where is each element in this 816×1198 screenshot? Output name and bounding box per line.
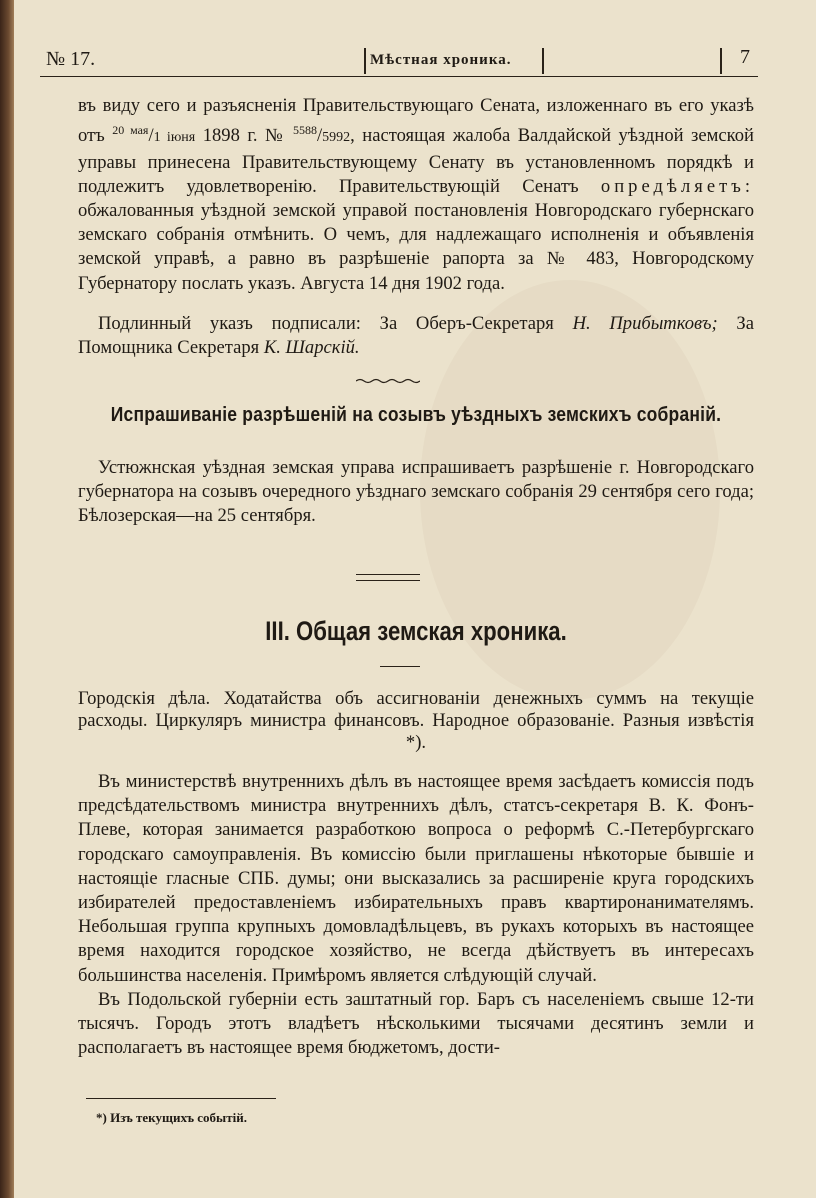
short-rule (380, 666, 420, 667)
chapter-title: III. Общая земская хроника. (265, 616, 567, 646)
decree-number-bottom: 5992 (322, 130, 351, 146)
text-run: За Помощника Секретаря (78, 313, 754, 359)
ornament-squiggle (356, 378, 420, 384)
signature-block (78, 312, 754, 360)
text-run: обжалованныя уѣздной земской управой постановленія Новгородскаго губернскаго земскаго собранія отмѣнить. О чемъ, для надлежащаго исполненія и объявленія земской управѣ, а равно въ разрѣшеніе рапорта за № 483, Новгородскому Губернатору послать указъ. Августа 14 дня 1902 года. (78, 200, 754, 294)
section-title: Испрашиваніе разрѣшеній на созывъ уѣздныхъ земскихъ собраній. (110, 402, 722, 426)
book-spine (0, 0, 14, 1198)
header-title: Мѣстная хроника. (370, 52, 512, 68)
running-header (40, 46, 758, 77)
decree-number-top: 5588 (293, 123, 317, 138)
double-rule (356, 574, 420, 581)
signatory-name: К. Шарскій. (263, 337, 360, 359)
issue-number: № 17. (46, 48, 96, 70)
fraction-slash: / (317, 125, 323, 147)
footnote-rule (86, 1098, 276, 1099)
paragraph: Въ Подольской губерніи есть заштатный гор. Баръ съ населеніемъ свыше 12-ти тысячъ. Городъ этотъ владѣетъ нѣсколькими тысячами десятинъ земли и располагаетъ въ настоящее время бюджетомъ, дости- (78, 988, 754, 1059)
footnote: *) Изъ текущихъ событій. (96, 1110, 247, 1125)
text-run: Подлинный указъ подписали: За Оберъ-Секретаря (98, 313, 554, 334)
header-divider (364, 48, 366, 74)
paragraph: Въ министерствѣ внутреннихъ дѣлъ въ настоящее время засѣдаетъ комиссія подъ предсѣдательствомъ министра внутреннихъ дѣлъ, статсъ-секретаря В. К. Фонъ-Плеве, которая занимается разработкою вопроса о реформѣ С.-Петербургскаго городскаго самоуправленія. Въ комиссію были приглашены нѣкоторые бывшіе и настоящіе гласные СПБ. думы; они высказались за расширеніе круга городскихъ избирателей предоставленіемъ избирательныхъ правъ квартиронанимателямъ. Небольшая группа крупныхъ домовладѣльцевъ, въ рукахъ которыхъ въ настоящее время находится городское хозяйство, не всегда дѣйствуетъ въ интересахъ большинства населенія. Примѣромъ является слѣдующій случай. (78, 771, 754, 986)
text-run: 1898 г. № (202, 125, 286, 147)
date-numerator: 20 мая (112, 123, 149, 138)
fraction-slash: / (148, 125, 154, 147)
header-divider (542, 48, 544, 74)
text-run: въ виду сего и разъясненія Правительствующаго Сената, изложеннаго въ его указѣ отъ (78, 95, 754, 147)
paragraph-senate-decision (78, 94, 754, 296)
chapter-body (78, 770, 754, 1060)
header-divider (720, 48, 722, 74)
date-denominator: 1 іюня (153, 130, 196, 146)
chapter-summary: Городскія дѣла. Ходатайства объ ассигнованіи денежныхъ суммъ на текущіе расходы. Циркуляръ министра финансовъ. Народное образованіе. Разныя извѣстія *). (78, 688, 754, 753)
paragraph-assembly-request: Устюжнская уѣздная земская управа испрашиваетъ разрѣшеніе г. Новгородскаго губернатора на созывъ очередного уѣзднаго земскаго собранія 29 сентября сего года; Бѣлозерская—на 25 сентября. (78, 457, 754, 527)
text-run: , настоящая жалоба Валдайской уѣздной земской управы принесена Правительствующему Сенату въ установленномъ порядкѣ и подлежитъ удовлетворенію. Правительствующій Сенатъ (78, 125, 755, 197)
page-number: 7 (740, 46, 750, 68)
signatory-name: Н. Прибытковъ; (572, 313, 718, 334)
spaced-verdict: опредѣляетъ: (600, 175, 755, 197)
